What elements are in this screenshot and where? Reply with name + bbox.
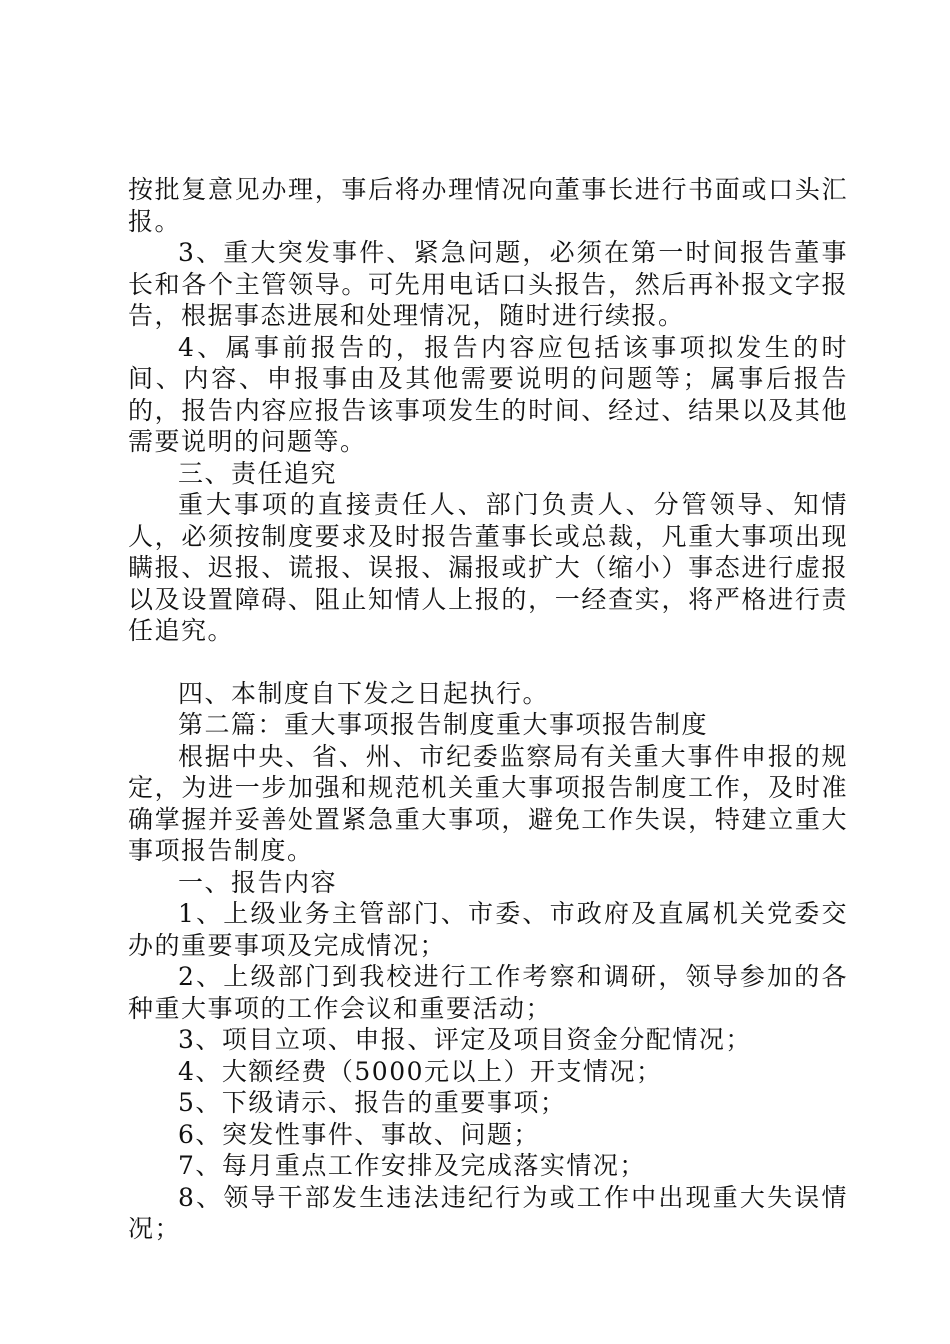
paragraph-responsibility: 重大事项的直接责任人、部门负责人、分管领导、知情人，必须按制度要求及时报告董事长或总裁，凡重大事项出现瞒报、迟报、谎报、误报、漏报或扩大（缩小）事态进行虚报以及设置障碍、阻止知情人上报的，一经查实，将严格进行责任追究。	[128, 490, 848, 645]
list-item-6: 6、突发性事件、事故、问题；	[178, 1119, 540, 1149]
list-item-4: 4、大额经费（5000元以上）开支情况；	[178, 1056, 663, 1086]
chapter-title: 第二篇：重大事项报告制度重大事项报告制度	[178, 710, 709, 739]
paragraph-item-3: 3、重大突发事件、紧急问题，必须在第一时间报告董事长和各个主管领导。可先用电话口头报告，然后再补报文字报告，根据事态进展和处理情况，随时进行续报。	[128, 238, 848, 330]
section-heading-report-content: 一、报告内容	[178, 867, 338, 897]
paragraph-item-4: 4、属事前报告的，报告内容应包括该事项拟发生的时间、内容、申报事由及其他需要说明的问题等；属事后报告的，报告内容应报告该事项发生的时间、经过、结果以及其他需要说明的问题等。	[128, 332, 848, 456]
document-body	[128, 174, 848, 1245]
paragraph-continuation: 按批复意见办理，事后将办理情况向董事长进行书面或口头汇报。	[128, 175, 848, 236]
list-item-7: 7、每月重点工作安排及完成落实情况；	[178, 1151, 646, 1180]
section-heading-responsibility: 三、责任追究	[178, 458, 338, 488]
section-heading-effective: 四、本制度自下发之日起执行。	[178, 678, 550, 708]
list-item-1: 1、上级业务主管部门、市委、市政府及直属机关党委交办的重要事项及完成情况；	[128, 899, 848, 960]
list-item-5: 5、下级请示、报告的重要事项；	[178, 1088, 567, 1117]
paragraph-intro: 根据中央、省、州、市纪委监察局有关重大事件申报的规定，为进一步加强和规范机关重大事项报告制度工作，及时准确掌握并妥善处置紧急重大事项，避免工作失误，特建立重大事项报告制度。	[128, 741, 848, 865]
list-item-8: 8、领导干部发生违法违纪行为或工作中出现重大失误情况；	[128, 1182, 848, 1243]
list-item-2: 2、上级部门到我校进行工作考察和调研，领导参加的各种重大事项的工作会议和重要活动；	[128, 962, 848, 1023]
list-item-3: 3、项目立项、申报、评定及项目资金分配情况；	[178, 1025, 752, 1054]
